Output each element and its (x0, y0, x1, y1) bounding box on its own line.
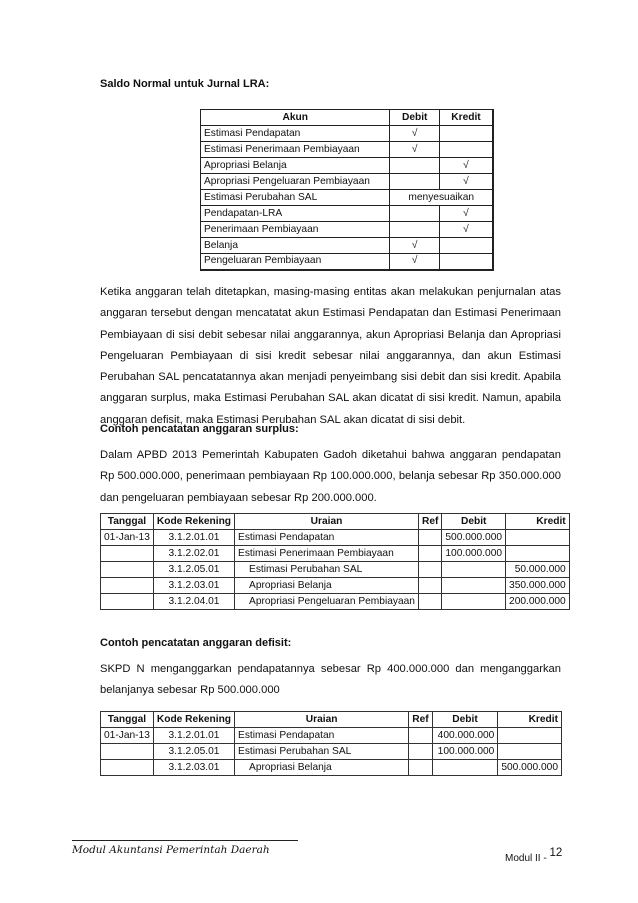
footer-module-label: Modul II - (505, 853, 547, 864)
section-heading-surplus: Contoh pencatatan anggaran surplus: (100, 423, 299, 435)
table-header-row (101, 514, 570, 530)
page-number: 12 (549, 847, 563, 859)
header-ref: Ref (418, 514, 441, 530)
kredit-cell: 50.000.000 (506, 562, 570, 578)
kredit-cell (498, 744, 562, 760)
ref-cell (409, 744, 432, 760)
table-row (201, 206, 494, 222)
table-row (201, 174, 494, 190)
kode-rekening-cell: 3.1.2.01.01 (153, 728, 234, 744)
defisit-journal-body (101, 728, 562, 776)
table-row (101, 578, 570, 594)
tanggal-cell (101, 546, 154, 562)
ref-cell (418, 530, 441, 546)
section-heading-defisit: Contoh pencatatan anggaran defisit: (100, 637, 292, 649)
kode-rekening-cell: 3.1.2.01.01 (153, 530, 234, 546)
table-row (101, 744, 562, 760)
saldo-normal-body (201, 126, 494, 270)
uraian-cell: Estimasi Penerimaan Pembiayaan (235, 546, 419, 562)
debit-cell: √ (390, 142, 440, 158)
kredit-cell (439, 238, 493, 254)
kredit-cell: 200.000.000 (506, 594, 570, 610)
debit-cell: 400.000.000 (432, 728, 498, 744)
tanggal-cell (101, 744, 154, 760)
tanggal-cell: 01-Jan-13 (101, 728, 154, 744)
ref-cell (409, 728, 432, 744)
debit-cell: √ (390, 254, 440, 270)
kredit-cell (506, 546, 570, 562)
table-row (101, 760, 562, 776)
kredit-cell (506, 530, 570, 546)
table-row (201, 222, 494, 238)
debit-cell: 500.000.000 (442, 530, 506, 546)
footer-module-title: Modul Akuntansi Pemerintah Daerah (72, 844, 270, 856)
table-row (101, 546, 570, 562)
kredit-cell (439, 254, 493, 270)
tanggal-cell: 01-Jan-13 (101, 530, 154, 546)
akun-cell: Pendapatan-LRA (201, 206, 390, 222)
kredit-cell: 500.000.000 (498, 760, 562, 776)
footer-divider (72, 840, 298, 841)
uraian-cell: Estimasi Pendapatan (235, 728, 409, 744)
akun-cell: Apropriasi Pengeluaran Pembiayaan (201, 174, 390, 190)
uraian-cell: Estimasi Pendapatan (235, 530, 419, 546)
uraian-cell: Apropriasi Belanja (235, 578, 419, 594)
footer-page-label (505, 847, 563, 864)
debit-cell (390, 206, 440, 222)
header-kredit: Kredit (439, 110, 493, 126)
header-kredit: Kredit (506, 514, 570, 530)
kode-rekening-cell: 3.1.2.03.01 (153, 760, 234, 776)
table-row (201, 238, 494, 254)
table-row (201, 126, 494, 142)
table-row (101, 562, 570, 578)
kode-rekening-cell: 3.1.2.02.01 (153, 546, 234, 562)
header-uraian: Uraian (235, 514, 419, 530)
section-heading-saldo-normal: Saldo Normal untuk Jurnal LRA: (100, 78, 270, 90)
tanggal-cell (101, 562, 154, 578)
table-header-row (201, 110, 494, 126)
debit-cell (432, 760, 498, 776)
akun-cell: Apropriasi Belanja (201, 158, 390, 174)
surplus-journal-body (101, 530, 570, 610)
kredit-cell (498, 728, 562, 744)
table-row (101, 728, 562, 744)
tanggal-cell (101, 760, 154, 776)
kredit-cell: 350.000.000 (506, 578, 570, 594)
table-row (201, 158, 494, 174)
debit-cell: √ (390, 126, 440, 142)
header-debit: Debit (442, 514, 506, 530)
kode-rekening-cell: 3.1.2.04.01 (153, 594, 234, 610)
kredit-cell: √ (439, 174, 493, 190)
ref-cell (418, 594, 441, 610)
defisit-journal-table (100, 711, 562, 776)
table-row (201, 190, 494, 206)
ref-cell (418, 546, 441, 562)
tanggal-cell (101, 578, 154, 594)
debit-cell (442, 578, 506, 594)
tanggal-cell (101, 594, 154, 610)
paragraph-penjurnalan: Ketika anggaran telah ditetapkan, masing-masing entitas akan melakukan penjurnalan atas anggaran tersebut dengan mencatatat akun Estimasi Pendapatan dan Estimasi Penerimaan Pembiayaan di sisi debit sebesar nilai anggarannya, akun Apropriasi Belanja dan Apropriasi Pengeluaran Pembiayaan di sisi kredit sebesar nilai anggarannya, dan akun Estimasi Perubahan SAL pencatatannya akan menjadi penyeimbang sisi debit dan sisi kredit. Apabila anggaran surplus, maka Estimasi Perubahan SAL akan dicatat di sisi kredit. Namun, apabila anggaran defisit, maka Estimasi Perubahan SAL akan dicatat di sisi debit. (100, 286, 561, 426)
akun-cell: Penerimaan Pembiayaan (201, 222, 390, 238)
header-tanggal: Tanggal (101, 712, 154, 728)
table-row (201, 142, 494, 158)
ref-cell (409, 760, 432, 776)
uraian-cell: Apropriasi Pengeluaran Pembiayaan (235, 594, 419, 610)
header-akun: Akun (201, 110, 390, 126)
table-row (101, 594, 570, 610)
kredit-cell: √ (439, 222, 493, 238)
header-kredit: Kredit (498, 712, 562, 728)
saldo-normal-table (200, 109, 494, 271)
akun-cell: Estimasi Penerimaan Pembiayaan (201, 142, 390, 158)
akun-cell: Belanja (201, 238, 390, 254)
header-uraian: Uraian (235, 712, 409, 728)
debit-cell (390, 174, 440, 190)
table-header-row (101, 712, 562, 728)
kredit-cell: √ (439, 158, 493, 174)
surplus-journal-table (100, 513, 570, 610)
akun-cell: Estimasi Pendapatan (201, 126, 390, 142)
kredit-cell (439, 126, 493, 142)
paragraph-defisit: SKPD N menganggarkan pendapatannya sebesar Rp 400.000.000 dan menganggarkan belanjanya sebesar Rp 500.000.000 (100, 663, 561, 697)
paragraph-surplus: Dalam APBD 2013 Pemerintah Kabupaten Gadoh diketahui bahwa anggaran pendapatan Rp 500.000.000, penerimaan pembiayaan Rp 100.000.000, belanja sebesar Rp 350.000.000 dan pengeluaran pembiayaan sebesar Rp 200.000.000. (100, 449, 561, 504)
table-row (101, 530, 570, 546)
table-row (201, 254, 494, 270)
uraian-cell: Estimasi Perubahan SAL (235, 562, 419, 578)
uraian-cell: Apropriasi Belanja (235, 760, 409, 776)
merged-cell: menyesuaikan (390, 190, 493, 206)
akun-cell: Pengeluaran Pembiayaan (201, 254, 390, 270)
header-tanggal: Tanggal (101, 514, 154, 530)
header-debit: Debit (432, 712, 498, 728)
kredit-cell (439, 142, 493, 158)
debit-cell: 100.000.000 (442, 546, 506, 562)
header-debit: Debit (390, 110, 440, 126)
ref-cell (418, 578, 441, 594)
debit-cell: √ (390, 238, 440, 254)
debit-cell (442, 594, 506, 610)
kode-rekening-cell: 3.1.2.03.01 (153, 578, 234, 594)
debit-cell: 100.000.000 (432, 744, 498, 760)
kredit-cell: √ (439, 206, 493, 222)
debit-cell (390, 158, 440, 174)
uraian-cell: Estimasi Perubahan SAL (235, 744, 409, 760)
kode-rekening-cell: 3.1.2.05.01 (153, 744, 234, 760)
header-kode-rekening: Kode Rekening (153, 514, 234, 530)
header-kode-rekening: Kode Rekening (153, 712, 234, 728)
header-ref: Ref (409, 712, 432, 728)
kode-rekening-cell: 3.1.2.05.01 (153, 562, 234, 578)
akun-cell: Estimasi Perubahan SAL (201, 190, 390, 206)
ref-cell (418, 562, 441, 578)
debit-cell (442, 562, 506, 578)
debit-cell (390, 222, 440, 238)
